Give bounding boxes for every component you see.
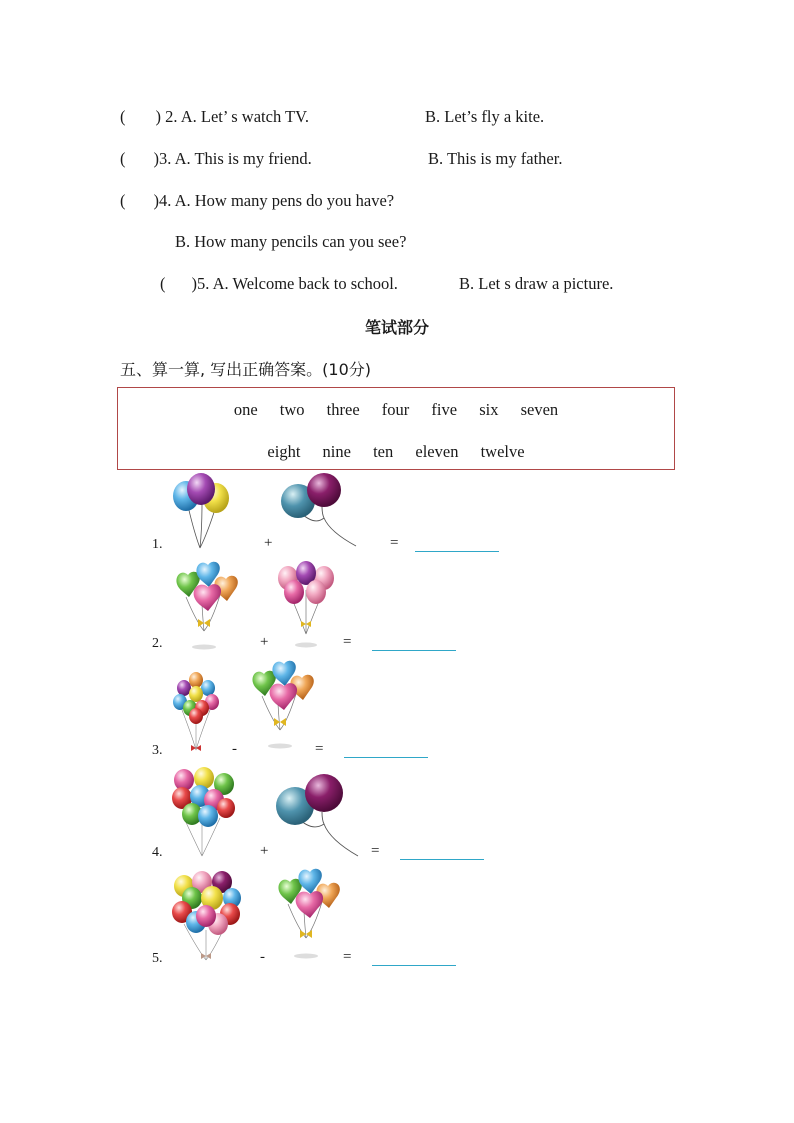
problem-4-answer-blank[interactable] bbox=[400, 859, 484, 860]
balloon-pair-2-icon bbox=[278, 470, 362, 550]
word-one: one bbox=[233, 400, 258, 419]
problem-5-equals: = bbox=[343, 949, 352, 965]
question-number: 2. bbox=[165, 107, 178, 126]
answer-paren-close: )3. bbox=[153, 149, 172, 168]
answer-paren-close: )5. bbox=[191, 274, 210, 293]
balloon-bunch-large-icon bbox=[170, 768, 236, 858]
problem-4-operator: + bbox=[260, 843, 269, 859]
word-nine: nine bbox=[322, 442, 351, 461]
word-five: five bbox=[431, 400, 458, 419]
word-bank-row-2 bbox=[118, 442, 674, 462]
problem-2-operator: + bbox=[260, 634, 269, 650]
balloon-bunch-3-icon bbox=[170, 472, 234, 550]
written-part-heading: 笔试部分 bbox=[364, 318, 429, 337]
problem-5-operator: - bbox=[260, 949, 265, 965]
balloon-bunch-large-icon bbox=[170, 870, 242, 964]
word-twelve: twelve bbox=[480, 442, 525, 461]
problem-3-number: 3. bbox=[152, 743, 163, 758]
problem-2-number: 2. bbox=[152, 636, 163, 651]
option-a: A. This is my friend. bbox=[174, 149, 312, 168]
section-5-title: 五、算一算, 写出正确答案。(10分) bbox=[120, 360, 372, 379]
answer-paren-open: ( bbox=[120, 107, 126, 126]
problem-2-answer-blank[interactable] bbox=[372, 650, 456, 651]
problem-5-number: 5. bbox=[152, 951, 163, 966]
question-4-line bbox=[120, 191, 394, 211]
problem-5-answer-blank[interactable] bbox=[372, 965, 456, 966]
option-a: A. Welcome back to school. bbox=[212, 274, 398, 293]
balloon-pair-2-icon bbox=[274, 772, 364, 858]
problem-1-equals: = bbox=[390, 535, 399, 551]
question-5-option-b: B. Let s draw a picture. bbox=[459, 274, 614, 293]
problem-4-number: 4. bbox=[152, 845, 163, 860]
question-5-line bbox=[160, 274, 398, 294]
word-eleven: eleven bbox=[415, 442, 459, 461]
balloon-bunch-many-icon bbox=[170, 670, 222, 756]
question-3-option-b: B. This is my father. bbox=[428, 149, 563, 168]
problem-1-answer-blank[interactable] bbox=[415, 551, 499, 552]
word-ten: ten bbox=[373, 442, 394, 461]
answer-paren-close: )4. bbox=[153, 191, 172, 210]
heart-balloon-bunch-icon bbox=[168, 561, 240, 651]
answer-paren-open: ( bbox=[120, 149, 126, 168]
question-2-line bbox=[120, 107, 309, 127]
question-4-option-b: B. How many pencils can you see? bbox=[175, 232, 407, 251]
heart-balloon-bunch-icon bbox=[270, 868, 342, 958]
problem-3-answer-blank[interactable] bbox=[344, 757, 428, 758]
problem-3-equals: = bbox=[315, 741, 324, 757]
question-2-option-b: B. Let’s fly a kite. bbox=[425, 107, 545, 126]
answer-paren-close: ) bbox=[155, 107, 161, 126]
word-three: three bbox=[326, 400, 360, 419]
problem-1-operator: + bbox=[264, 535, 273, 551]
word-eight: eight bbox=[267, 442, 301, 461]
word-four: four bbox=[381, 400, 410, 419]
word-six: six bbox=[479, 400, 499, 419]
problem-4-equals: = bbox=[371, 843, 380, 859]
problem-3-operator: - bbox=[232, 741, 237, 757]
option-a: A. Let’ s watch TV. bbox=[180, 107, 310, 126]
word-seven: seven bbox=[520, 400, 559, 419]
word-two: two bbox=[279, 400, 305, 419]
answer-paren-open: ( bbox=[160, 274, 166, 293]
heart-balloon-bunch-icon bbox=[244, 660, 316, 750]
pink-balloon-bunch-icon bbox=[276, 560, 336, 650]
question-3-line bbox=[120, 149, 312, 169]
problem-2-equals: = bbox=[343, 634, 352, 650]
problem-1-number: 1. bbox=[152, 537, 163, 552]
option-a: A. How many pens do you have? bbox=[174, 191, 395, 210]
word-bank-box bbox=[117, 387, 675, 470]
answer-paren-open: ( bbox=[120, 191, 126, 210]
word-bank-row-1 bbox=[118, 400, 674, 420]
